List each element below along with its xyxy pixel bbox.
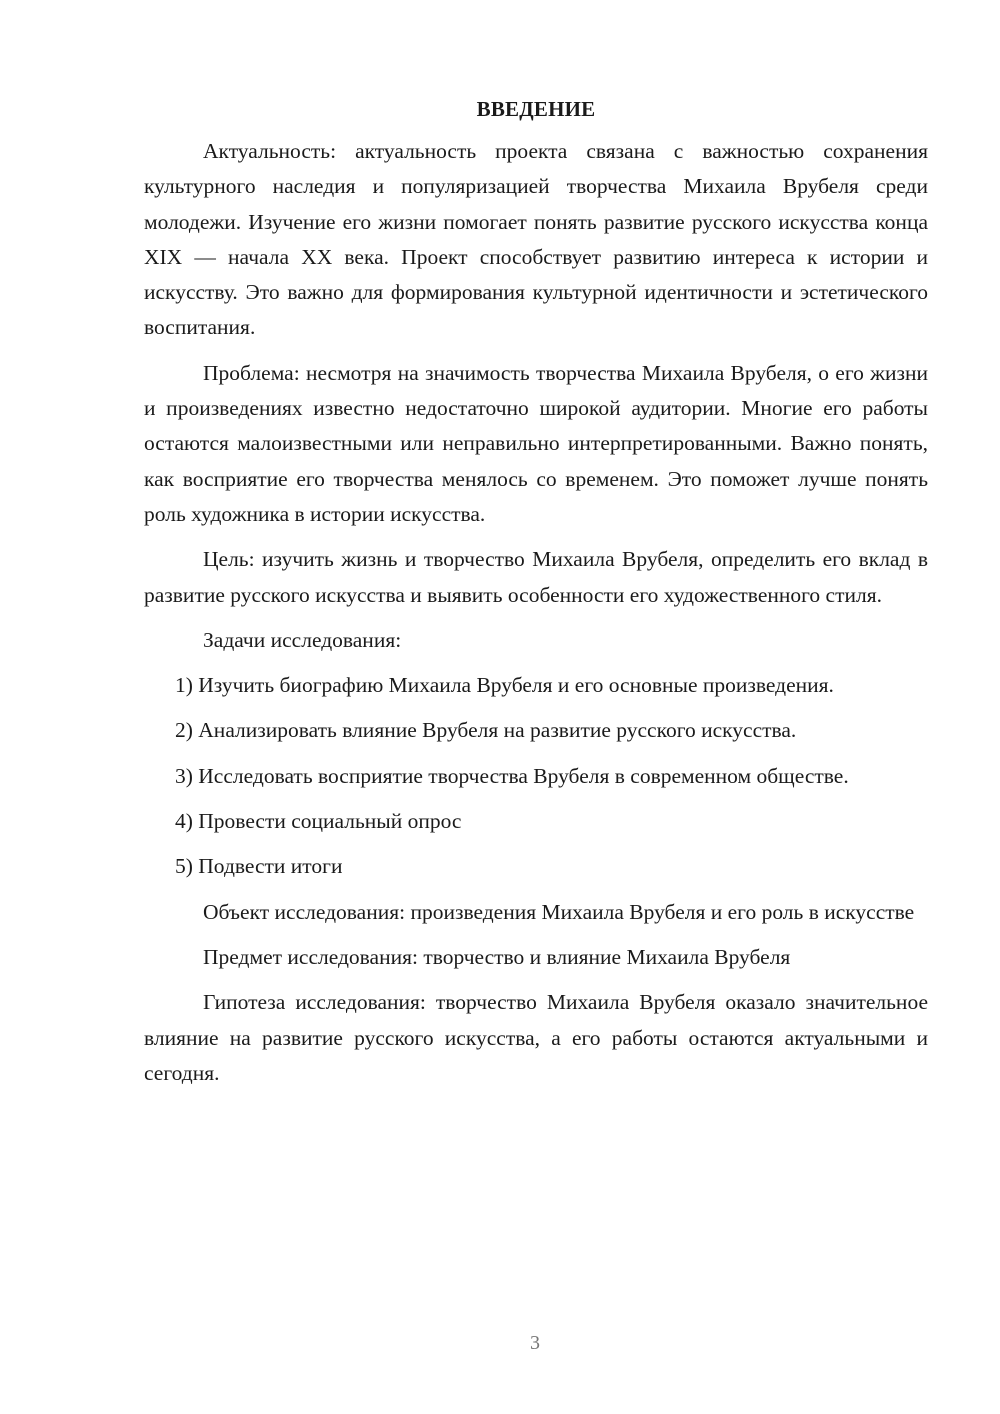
tasks-heading: Задачи исследования: <box>203 627 402 652</box>
document-page <box>144 92 928 1091</box>
section-title: ВВЕДЕНИЕ <box>476 97 596 121</box>
object-paragraph: Объект исследования: произведения Михаила Врубеля и его роль в искусстве <box>203 899 915 924</box>
goal-paragraph: Цель: изучить жизнь и творчество Михаила Врубеля, определить его вклад в развитие русского искусства и выявить особенности его художественного стиля. <box>144 547 928 607</box>
task-item-2: 2) Анализировать влияние Врубеля на развитие русского искусства. <box>175 718 797 743</box>
hypothesis-paragraph: Гипотеза исследования: творчество Михаила Врубеля оказало значительное влияние на развитие русского искусства, а его работы остаются актуальными и сегодня. <box>144 990 928 1085</box>
relevance-paragraph: Актуальность: актуальность проекта связана с важностью сохранения культурного наследия и популяризацией творчества Михаила Врубеля среди молодежи. Изучение его жизни помогает понять развитие русского искусства конца XIX — начала XX века. Проект способствует развитию интереса к истории и искусству. Это важно для формирования культурной идентичности и эстетического воспитания. <box>144 139 928 340</box>
problem-paragraph: Проблема: несмотря на значимость творчества Михаила Врубеля, о его жизни и произведениях известно недостаточно широкой аудитории. Многие его работы остаются малоизвестными или неправильно интерпретированными. Важно понять, как восприятие его творчества менялось со временем. Это поможет лучше понять роль художника в истории искусства. <box>144 360 928 526</box>
page-number: 3 <box>530 1332 540 1354</box>
task-item-5: 5) Подвести итоги <box>175 854 343 879</box>
subject-paragraph: Предмет исследования: творчество и влияние Михаила Врубеля <box>203 944 791 969</box>
task-item-4: 4) Провести социальный опрос <box>175 809 462 834</box>
task-item-3: 3) Исследовать восприятие творчества Врубеля в современном обществе. <box>175 763 849 788</box>
task-item-1: 1) Изучить биографию Михаила Врубеля и его основные произведения. <box>175 673 834 698</box>
